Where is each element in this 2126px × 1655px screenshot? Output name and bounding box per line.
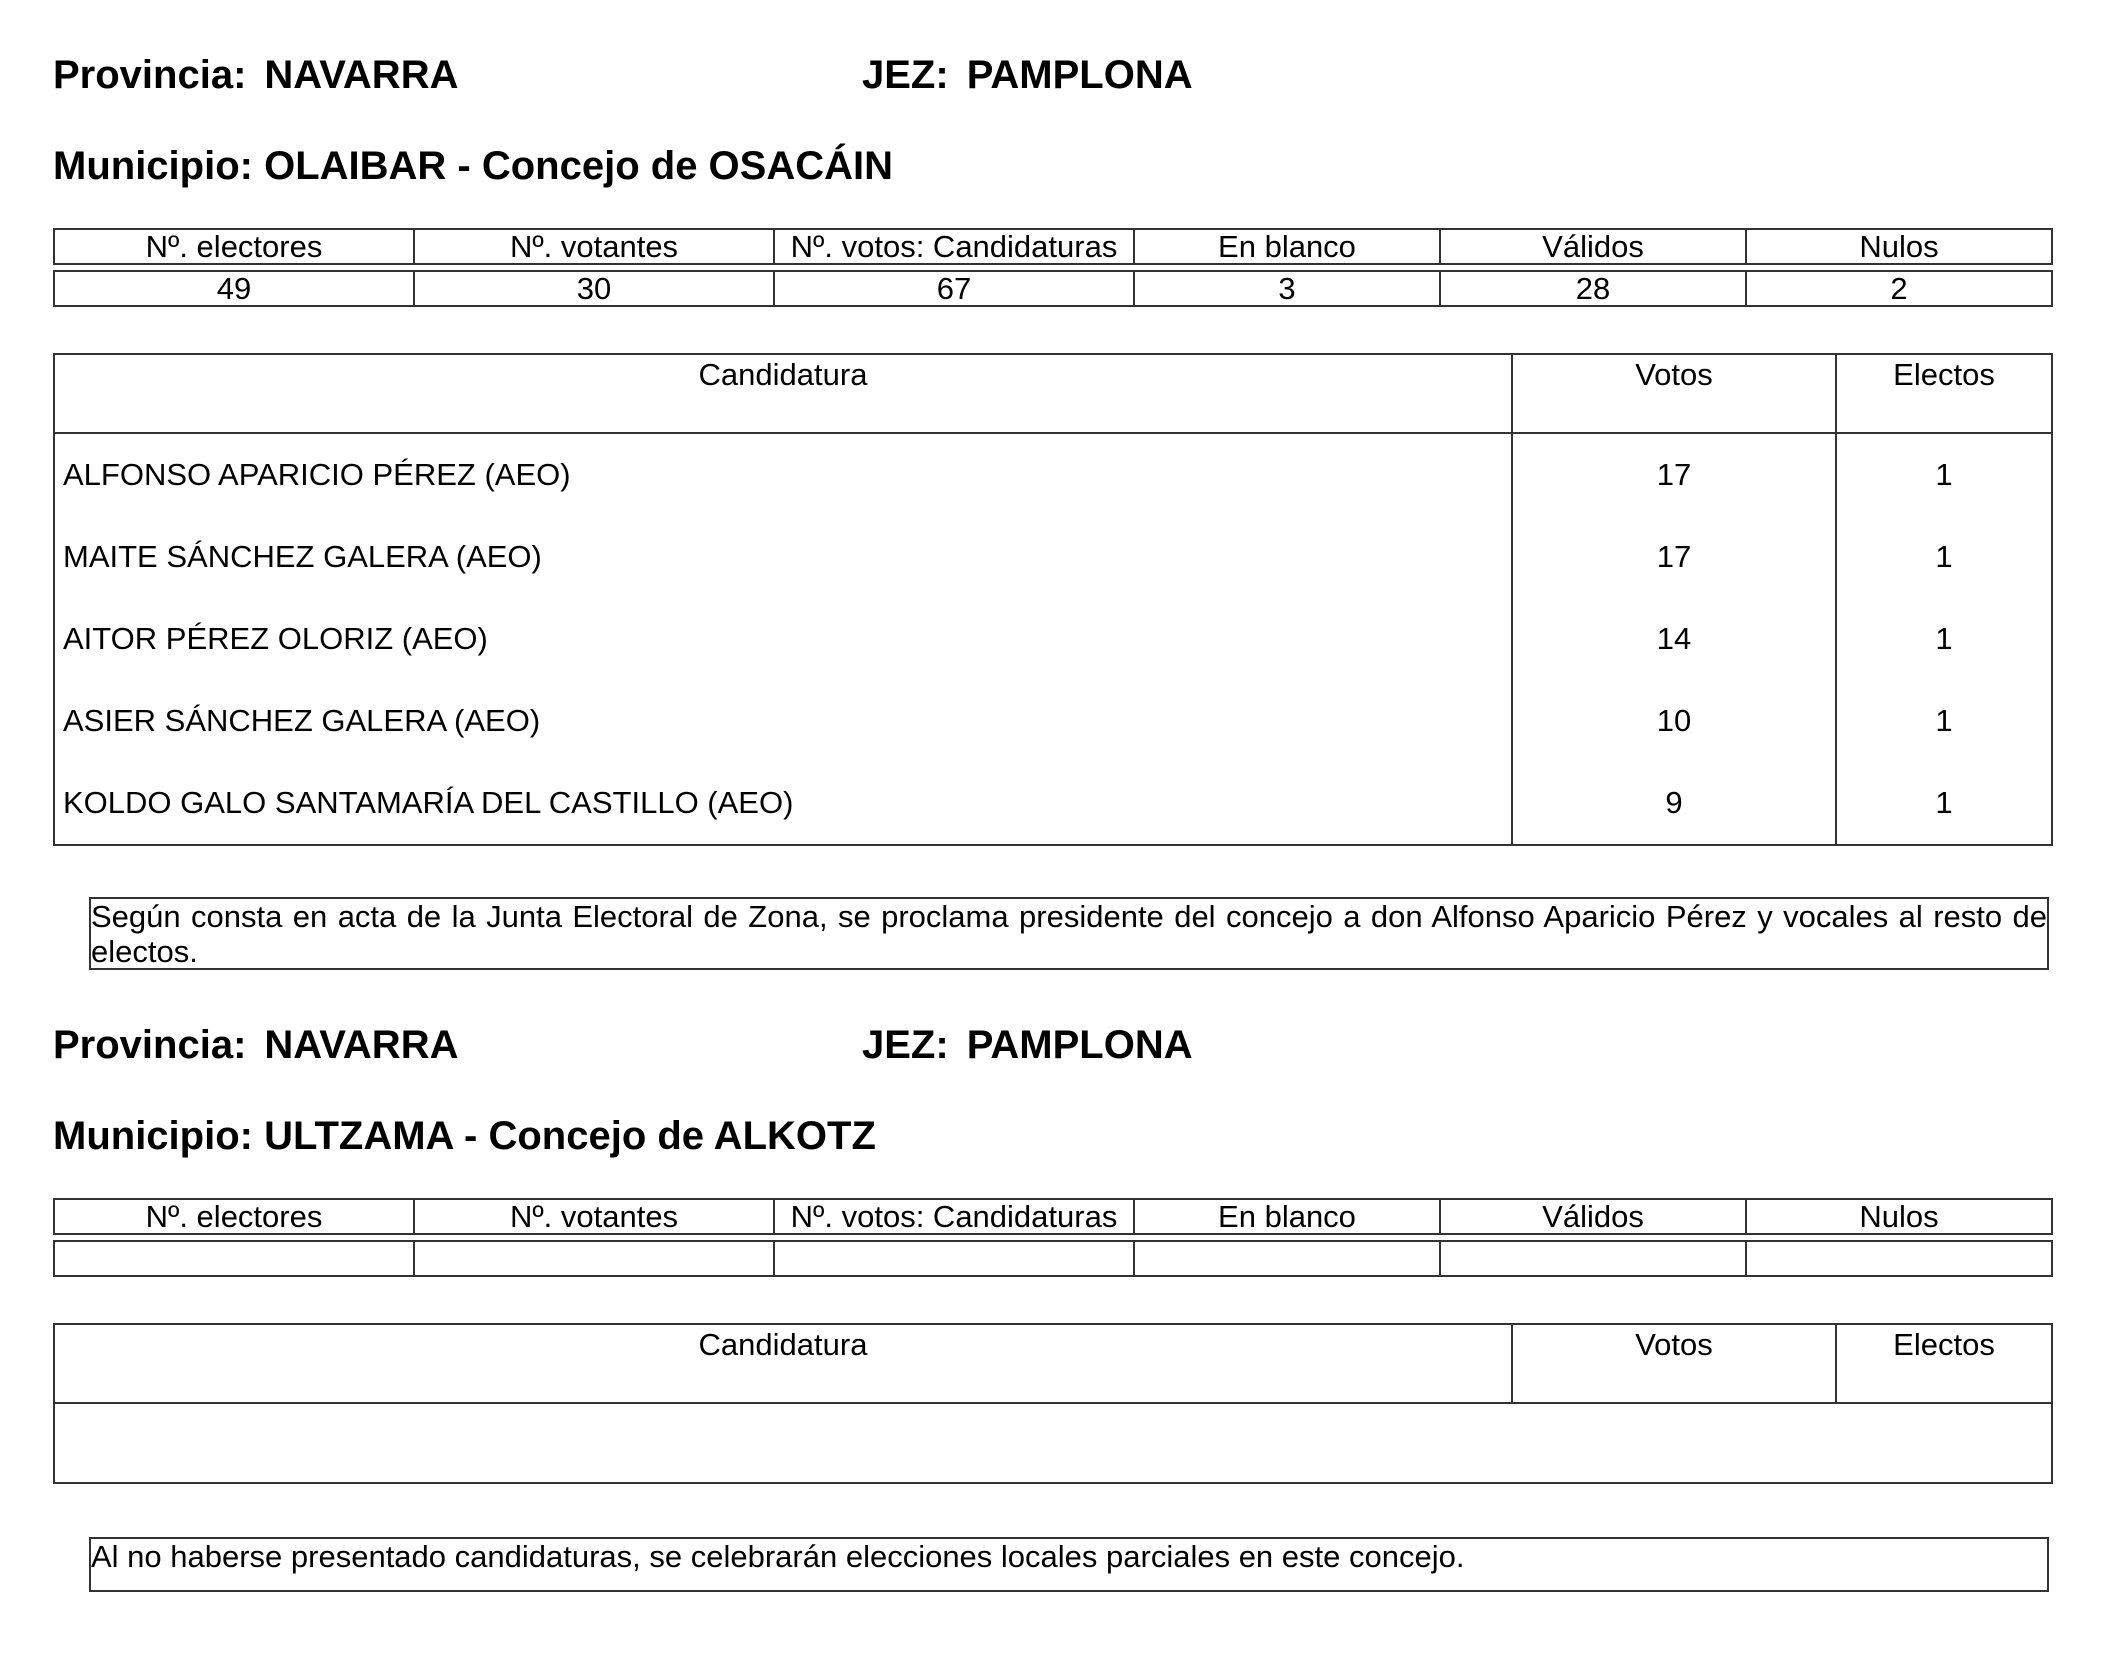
stats-header-table	[53, 1198, 2053, 1235]
stat-header: Nulos	[1746, 1199, 2052, 1234]
candidates-table	[53, 353, 2053, 846]
stats-values-row	[54, 271, 2052, 306]
table-row	[54, 516, 2052, 598]
table-row	[54, 680, 2052, 762]
candidatura-header: Candidatura	[54, 354, 1512, 433]
candidate-electos: 1	[1836, 762, 2052, 845]
stat-header: Nº. electores	[54, 229, 414, 264]
candidate-votos: 17	[1512, 433, 1836, 516]
municipio-line	[53, 1113, 876, 1159]
stat-value: 3	[1134, 271, 1440, 306]
stat-value	[1134, 1241, 1440, 1276]
stat-value: 49	[54, 271, 414, 306]
candidate-electos: 1	[1836, 516, 2052, 598]
stat-value: 30	[414, 271, 774, 306]
stats-header-table	[53, 228, 2053, 265]
stat-header: Nº. votos: Candidaturas	[774, 229, 1134, 264]
table-row	[54, 598, 2052, 680]
candidatura-header: Candidatura	[54, 1324, 1512, 1403]
stat-value: 2	[1746, 271, 2052, 306]
candidate-electos: 1	[1836, 680, 2052, 762]
stat-value: 28	[1440, 271, 1746, 306]
provincia-label: Provincia:	[53, 53, 247, 97]
empty-cell	[54, 1403, 2052, 1483]
jez-label: JEZ:	[862, 53, 949, 97]
stat-value	[1746, 1241, 2052, 1276]
provincia-value: NAVARRA	[264, 1023, 459, 1067]
electos-header: Electos	[1836, 1324, 2052, 1403]
stat-header: En blanco	[1134, 229, 1440, 264]
stats-header-row	[54, 229, 2052, 264]
municipio-line	[53, 143, 893, 189]
stat-header: Válidos	[1440, 229, 1746, 264]
stat-value	[414, 1241, 774, 1276]
provincia-value: NAVARRA	[264, 53, 459, 97]
candidates-table	[53, 1323, 2053, 1484]
table-row	[54, 762, 2052, 845]
provincia-line	[53, 1022, 458, 1068]
table-row	[54, 433, 2052, 516]
stat-header: Nº. votantes	[414, 1199, 774, 1234]
jez-line	[862, 1022, 1193, 1068]
candidate-votos: 14	[1512, 598, 1836, 680]
candidates-header-row	[54, 1324, 2052, 1403]
candidate-name: KOLDO GALO SANTAMARÍA DEL CASTILLO (AEO)	[54, 762, 1512, 845]
candidate-votos: 17	[1512, 516, 1836, 598]
provincia-label: Provincia:	[53, 1023, 247, 1067]
stat-value: 67	[774, 271, 1134, 306]
municipio-value: OLAIBAR - Concejo de OSACÁIN	[264, 144, 893, 188]
votos-header: Votos	[1512, 354, 1836, 433]
candidate-name: MAITE SÁNCHEZ GALERA (AEO)	[54, 516, 1512, 598]
candidate-name: ASIER SÁNCHEZ GALERA (AEO)	[54, 680, 1512, 762]
stat-header: Válidos	[1440, 1199, 1746, 1234]
municipio-value: ULTZAMA - Concejo de ALKOTZ	[264, 1114, 876, 1158]
municipio-label: Municipio:	[53, 144, 253, 188]
stat-header: En blanco	[1134, 1199, 1440, 1234]
stats-values-table	[53, 270, 2053, 307]
candidate-votos: 10	[1512, 680, 1836, 762]
candidate-name: AITOR PÉREZ OLORIZ (AEO)	[54, 598, 1512, 680]
jez-value: PAMPLONA	[966, 1023, 1193, 1067]
stat-value	[54, 1241, 414, 1276]
provincia-line	[53, 52, 458, 98]
stat-header: Nº. votantes	[414, 229, 774, 264]
candidates-header-row	[54, 354, 2052, 433]
electos-header: Electos	[1836, 354, 2052, 433]
jez-value: PAMPLONA	[966, 53, 1193, 97]
stats-header-row	[54, 1199, 2052, 1234]
stat-value	[774, 1241, 1134, 1276]
jez-line	[862, 52, 1193, 98]
candidate-name: ALFONSO APARICIO PÉREZ (AEO)	[54, 433, 1512, 516]
stat-value	[1440, 1241, 1746, 1276]
empty-candidates-row	[54, 1403, 2052, 1483]
stat-header: Nulos	[1746, 229, 2052, 264]
no-candidates-note: Al no haberse presentado candidaturas, se celebrarán elecciones locales parciales en este concejo.	[89, 1537, 2049, 1592]
stat-header: Nº. votos: Candidaturas	[774, 1199, 1134, 1234]
jez-label: JEZ:	[862, 1023, 949, 1067]
stats-values-table	[53, 1240, 2053, 1277]
municipio-label: Municipio:	[53, 1114, 253, 1158]
proclamation-note: Según consta en acta de la Junta Electoral de Zona, se proclama presidente del concejo a don Alfonso Aparicio Pérez y vocales al resto de electos.	[91, 899, 2047, 969]
candidate-votos: 9	[1512, 762, 1836, 845]
votos-header: Votos	[1512, 1324, 1836, 1403]
stat-header: Nº. electores	[54, 1199, 414, 1234]
stats-values-row	[54, 1241, 2052, 1276]
candidate-electos: 1	[1836, 433, 2052, 516]
candidate-electos: 1	[1836, 598, 2052, 680]
